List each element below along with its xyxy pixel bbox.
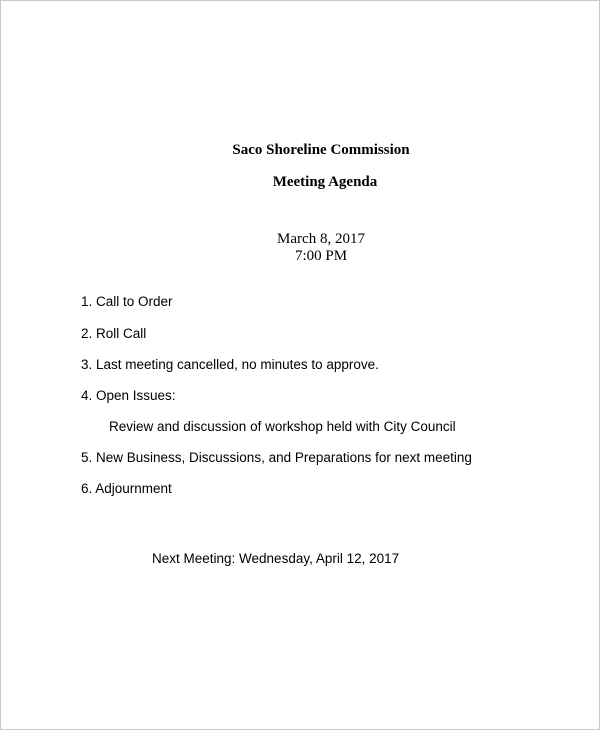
agenda-item-adjournment: 6. Adjournment <box>81 481 172 496</box>
agenda-item-last-meeting: 3. Last meeting cancelled, no minutes to approve. <box>81 357 379 372</box>
next-meeting-note: Next Meeting: Wednesday, April 12, 2017 <box>152 551 400 566</box>
meeting-date: March 8, 2017 <box>277 231 365 247</box>
agenda-title: Meeting Agenda <box>272 174 378 190</box>
agenda-item-open-issues: 4. Open Issues: <box>81 388 176 403</box>
agenda-item-call-to-order: 1. Call to Order <box>81 294 173 309</box>
agenda-item-new-business: 5. New Business, Discussions, and Preparations for next meeting <box>81 450 472 465</box>
agenda-item-roll-call: 2. Roll Call <box>81 326 147 341</box>
meeting-time: 7:00 PM <box>294 248 348 264</box>
organization-title: Saco Shoreline Commission <box>232 142 410 158</box>
open-issues-detail: Review and discussion of workshop held with City Council <box>109 419 456 434</box>
